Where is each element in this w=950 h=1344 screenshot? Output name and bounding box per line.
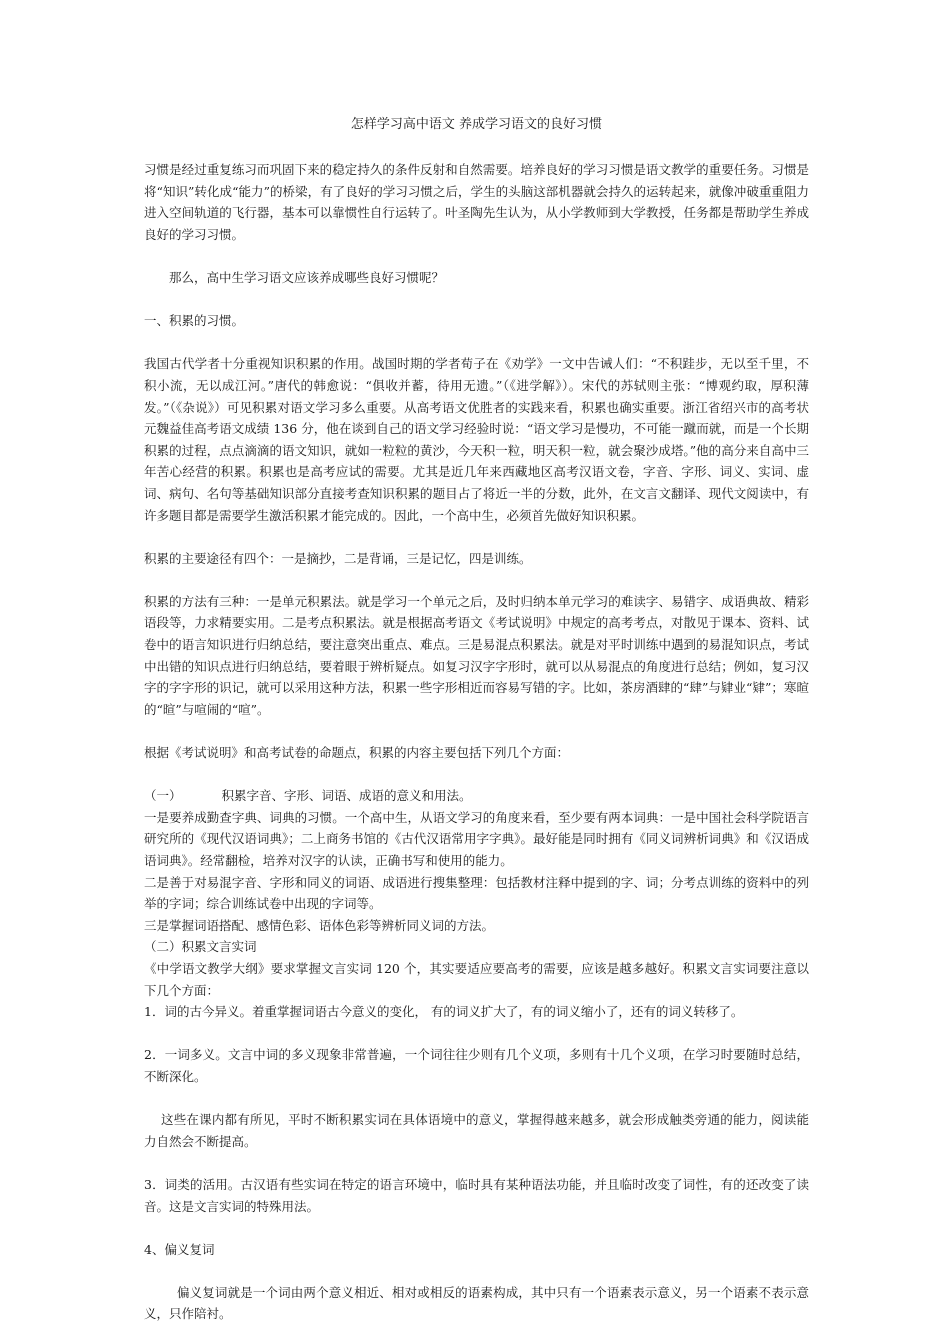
subsection-one-label: （一） (144, 788, 182, 804)
section-heading-partial-compound: 4、偏义复词 (144, 1241, 215, 1257)
accumulation-content-paragraph: 根据《考试说明》和高考试卷的命题点，积累的内容主要包括下列几个方面： (144, 745, 570, 761)
context-meaning-paragraph: 这些在课内都有所见，平时不断积累实词在具体语境中的意义，掌握得越来越多，就会形成触类旁通的能力，阅读能力自然会不断提高。 (144, 1112, 809, 1149)
spacer (144, 1260, 809, 1282)
list-item-word-class-shift: 3．词类的活用。古汉语有些实词在特定的语言环境中，临时具有某种语法功能，并且临时改变了词性，有的还改变了读音。这是文言实词的特殊用法。 (144, 1176, 809, 1214)
classical-words-paragraph: 《中学语文教学大纲》要求掌握文言实词 120 个，其实要适应要高考的需要，应该是越多越好。积累文言实词要注意以下几个方面： (144, 960, 809, 998)
spacer (144, 245, 809, 267)
partial-compound-paragraph: 偏义复词就是一个词由两个意义相近、相对或相反的语素构成，其中只有一个语素表示意义，另一个语素不表示意义，只作陪衬。 (144, 1284, 809, 1322)
subsection-one-text: 积累字音、字形、词语、成语的意义和用法。 (221, 788, 472, 804)
document-title: 怎样学习高中语文 养成学习语文的良好习惯 (350, 117, 603, 132)
list-item-polysemy: 2．一词多义。文言中词的多义现象非常普遍，一个词往往少则有几个义项，多则有十几个义项，在学习时要随时总结，不断深化。 (144, 1047, 809, 1084)
spacer (144, 720, 809, 742)
subsection-two-heading: （二）积累文言实词 (144, 939, 257, 955)
spacer (144, 1152, 809, 1174)
list-item-ancient-modern-meaning: 1．词的古今异义。着重掌握词语古今意义的变化， 有的词义扩大了，有的词义缩小了，还有的词义转移了。 (144, 1004, 744, 1020)
section-heading-accumulation: 一、积累的习惯。 (144, 313, 245, 329)
intro-paragraph: 习惯是经过重复练习而巩固下来的稳定持久的条件反射和自然需要。培养良好的学习习惯是语文教学的重要任务。习惯是将“知识”转化成“能力”的桥梁，有了良好的学习习惯之后，学生的头脑这部机器就会持久的运转起来，就像冲破重重阻力进入空间轨道的飞行器，基本可以靠惯性自行运转了。叶圣陶先生认为，从小学教师到大学教授，任务都是帮助学生养成良好的学习习惯。 (144, 162, 809, 242)
word-collocation-paragraph: 三是掌握词语搭配、感情色彩、语体色彩等辨析同义词的方法。 (144, 917, 495, 933)
spacer (144, 569, 809, 591)
spacer (144, 764, 809, 786)
accumulation-ways-paragraph: 积累的主要途径有四个：一是摘抄，二是背诵，三是记忆，四是训练。 (144, 550, 532, 566)
ancient-scholars-paragraph: 我国古代学者十分重视知识积累的作用。战国时期的学者荀子在《劝学》一文中告诫人们：“不积跬步，无以至千里，不积小流，无以成江河。”唐代的韩愈说：“俱收并蓄，待用无遗。”（《进学解》）。宋代的苏轼则主张：“博观约取，厚积薄发。”（《杂说》）可见积累对语文学习多么重要。从高考语文优胜者的实践来看，积累也确实重要。浙江省绍兴市的高考状元魏益佳高考语文成绩 136 分，他在谈到自己的语文学习经验时说：“语文学习是慢功，不可能一蹴而就，而是一个长期积累的过程，点点滴滴的语文知识，就如一粒粒的黄沙，今天积一粒，明天积一粒，就会聚沙成塔。”他的高分来自高中三年苦心经营的积累。积累也是高考应试的需要。尤其是近几年来西藏地区高考汉语文卷，字音、字形、词义、实词、虚词、病句、名句等基础知识部分直接考查知识积累的题目占了将近一半的分数，此外，在文言文翻译、现代文阅读中，有许多题目都是需要学生激活积累才能完成的。因此，一个高中生，必须首先做好知识积累。 (144, 356, 809, 523)
dictionary-habit-paragraph: 一是要养成勤查字典、词典的习惯。一个高中生，从语文学习的角度来看，至少要有两本词典：一是中国社会科学院语言研究所的《现代汉语词典》；二上商务书馆的《古代汉语常用字字典》。最好能是同时拥有《同义词辨析词典》和《汉语成语词典》。经常翻检，培养对汉字的认读，正确书写和使用的能力。 (144, 809, 809, 868)
spacer (144, 1217, 809, 1239)
subsection-one-heading (144, 785, 809, 807)
collect-confusables-paragraph: 二是善于对易混字音、字形和同义的词语、成语进行搜集整理：包括教材注释中提到的字、词；分考点训练的资料中的列举的字词；综合训练试卷中出现的字词等。 (144, 874, 809, 912)
accumulation-methods-paragraph: 积累的方法有三种：一是单元积累法。就是学习一个单元之后，及时归纳本单元学习的难读字、易错字、成语典故、精彩语段等，力求精要实用。二是考点积累法。就是根据高考语文《考试说明》中规定的高考考点，对散见于课本、资料、试卷中的语言知识进行归纳总结，要注意突出重点、难点。三是易混点积累法。就是对平时训练中遇到的易混知识点，考试中出错的知识点进行归纳总结，要着眼于辨析疑点。如复习汉字字形时，就可以从易混点的角度进行总结；例如，复习汉字的字字形的识记，就可以采用这种方法，积累一些字形相近而容易写错的字。比如，茶房酒肆的“肆”与肄业“肄”；寒暄的“暄”与喧闹的“喧”。 (144, 593, 809, 717)
spacer (144, 289, 809, 311)
spacer (144, 1023, 809, 1045)
document-body (144, 159, 809, 1325)
spacer (144, 332, 809, 354)
question-paragraph: 那么，高中生学习语文应该养成哪些良好习惯呢？ (169, 269, 445, 285)
spacer (144, 1088, 809, 1110)
spacer (144, 526, 809, 548)
